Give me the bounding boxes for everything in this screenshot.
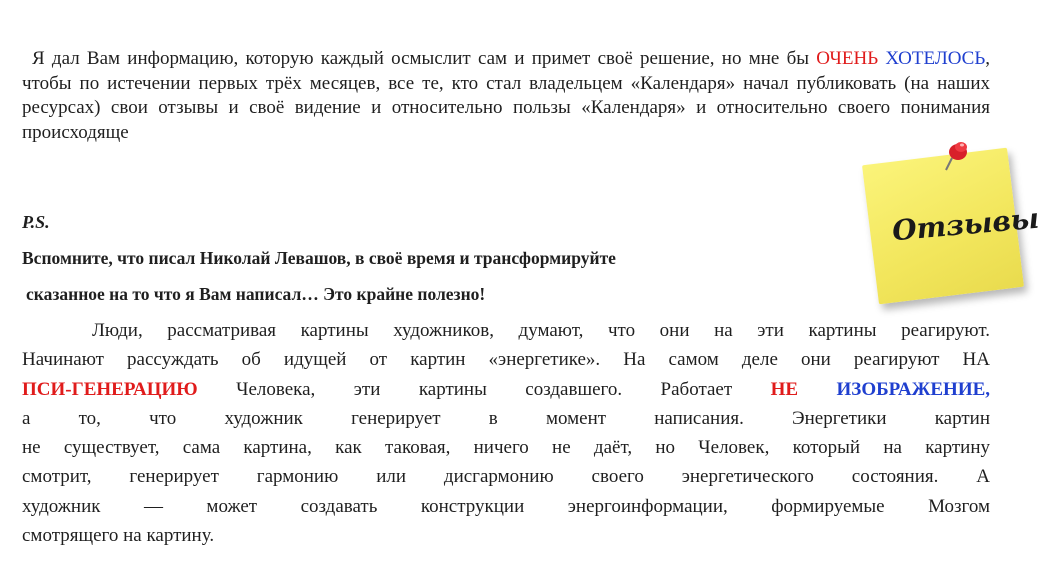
- main-line-6: смотрит, генерирует гармонию или дисгармонию своего энергетического состояния. А: [22, 466, 990, 488]
- highlight-psi: ПСИ-ГЕНЕРАЦИЮ: [22, 378, 198, 400]
- main-line-2: Начинают рассуждать об идущей от картин «энергетике». На самом деле они реагируют НА: [22, 349, 990, 371]
- intro-line-1: Я дал Вам информацию, которую каждый осмыслит сам и примет своё решение, но мне бы: [32, 48, 810, 69]
- highlight-ne: НЕ: [770, 378, 799, 400]
- ps-label: P.S.: [22, 212, 50, 232]
- main-line-7: художник — может создавать конструкции энергоинформации, формируемые Мозгом: [22, 495, 990, 517]
- highlight-hotelos: ХОТЕЛОСЬ: [885, 48, 986, 69]
- main-paragraph: [22, 316, 990, 550]
- ps-line-2: сказанное на то что я Вам написал… Это крайне полезно!: [26, 284, 486, 304]
- pushpin-icon: [942, 138, 972, 172]
- main-line-5: не существует, сама картина, как таковая, ничего не даёт, но Человек, который на картину: [22, 437, 990, 459]
- sticky-note-text: Отзывы: [890, 201, 1040, 248]
- main-line-3: [22, 375, 990, 404]
- highlight-izobrazhenie: ИЗОБРАЖЕНИЕ,: [836, 378, 991, 400]
- intro-paragraph: [22, 47, 990, 145]
- main-line-4: а то, что художник генерирует в момент написания. Энергетики картин: [22, 407, 990, 429]
- main-line-1: Люди, рассматривая картины художников, думают, что они на эти картины реагируют.: [92, 320, 990, 341]
- sticky-note: [862, 150, 1040, 300]
- highlight-ochen: ОЧЕНЬ: [816, 48, 879, 69]
- main-line-3-mid: Человека, эти картины создавшего. Работает: [197, 378, 771, 400]
- ps-line-1: Вспомните, что писал Николай Левашов, в своё время и трансформируйте: [22, 248, 616, 268]
- intro-rest: , чтобы по истечении первых трёх месяцев, все те, кто стал владельцем «Календаря» начал публиковать (на наших ресурсах) свои отзывы и своё видение и относительно пользы «Календаря» и относительно своего понимания происходяще: [22, 48, 990, 143]
- main-line-8: смотрящего на картину.: [22, 525, 215, 547]
